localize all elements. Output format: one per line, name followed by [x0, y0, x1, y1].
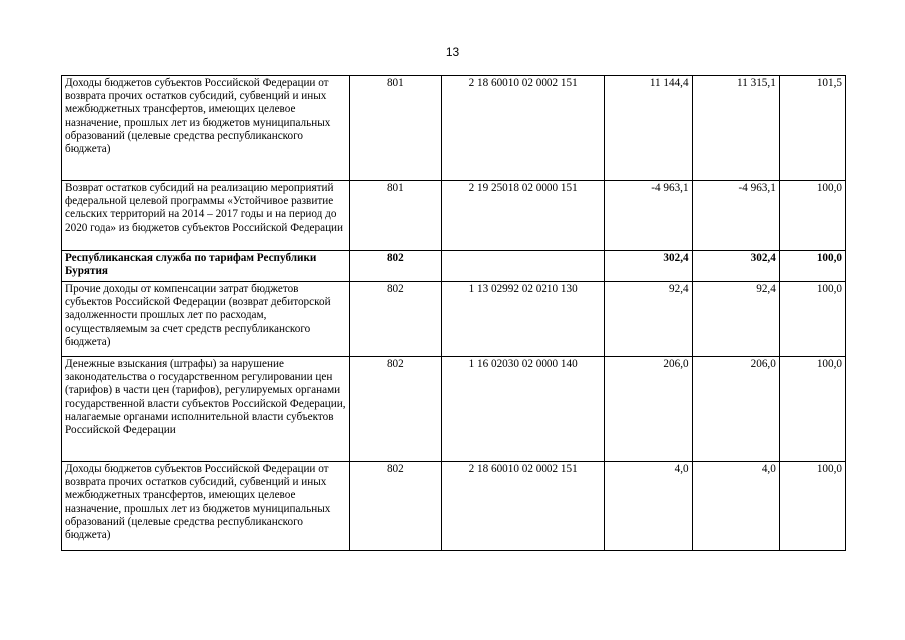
- page-number: 13: [445, 45, 460, 59]
- actual-amount-cell: 302,4: [692, 251, 779, 282]
- execution-percent-cell: 100,0: [779, 282, 845, 357]
- actual-amount-cell: 4,0: [692, 462, 779, 551]
- administrator-code-cell: 802: [349, 462, 441, 551]
- budget-classification-code-cell: 2 18 60010 02 0002 151: [441, 76, 604, 181]
- administrator-code-cell: 801: [349, 76, 441, 181]
- table-row: [62, 357, 846, 462]
- planned-amount-cell: 92,4: [605, 282, 692, 357]
- table-row: [62, 282, 846, 357]
- actual-amount-cell: -4 963,1: [692, 181, 779, 251]
- execution-percent-cell: 100,0: [779, 181, 845, 251]
- revenue-name-cell: Республиканская служба по тарифам Республики Бурятия: [62, 251, 350, 282]
- budget-classification-code-cell: 1 13 02992 02 0210 130: [441, 282, 604, 357]
- budget-classification-code-cell: 1 16 02030 02 0000 140: [441, 357, 604, 462]
- planned-amount-cell: 302,4: [605, 251, 692, 282]
- revenue-name-cell: Денежные взыскания (штрафы) за нарушение законодательства о государственном регулировании цен (тарифов) в части цен (тарифов), регулируемых органами государственной власти субъектов Российской Федерации, налагаемые органами исполнительной власти субъектов Российской Федерации: [62, 357, 350, 462]
- table-row-section-header: [62, 251, 846, 282]
- revenue-name-cell: Возврат остатков субсидий на реализацию мероприятий федеральной целевой программы «Устойчивое развитие сельских территорий на 2014 – 2017 годы и на период до 2020 года» из бюджетов субъектов Российской Федерации: [62, 181, 350, 251]
- budget-classification-code-cell: [441, 251, 604, 282]
- table-row: [62, 462, 846, 551]
- planned-amount-cell: 206,0: [605, 357, 692, 462]
- planned-amount-cell: 11 144,4: [605, 76, 692, 181]
- planned-amount-cell: 4,0: [605, 462, 692, 551]
- planned-amount-cell: -4 963,1: [605, 181, 692, 251]
- table-row: [62, 76, 846, 181]
- actual-amount-cell: 92,4: [692, 282, 779, 357]
- revenue-name-cell: Доходы бюджетов субъектов Российской Федерации от возврата прочих остатков субсидий, субвенций и иных межбюджетных трансфертов, имеющих целевое назначение, прошлых лет из бюджетов муниципальных образований (целевые средства республиканского бюджета): [62, 462, 350, 551]
- administrator-code-cell: 802: [349, 357, 441, 462]
- execution-percent-cell: 100,0: [779, 462, 845, 551]
- revenue-name-cell: Доходы бюджетов субъектов Российской Федерации от возврата прочих остатков субсидий, субвенций и иных межбюджетных трансфертов, имеющих целевое назначение, прошлых лет из бюджетов муниципальных образований (целевые средства республиканского бюджета): [62, 76, 350, 181]
- budget-classification-code-cell: 2 18 60010 02 0002 151: [441, 462, 604, 551]
- budget-classification-code-cell: 2 19 25018 02 0000 151: [441, 181, 604, 251]
- actual-amount-cell: 206,0: [692, 357, 779, 462]
- administrator-code-cell: 802: [349, 282, 441, 357]
- table-row: [62, 181, 846, 251]
- budget-revenue-table: [61, 75, 846, 551]
- revenue-name-cell: Прочие доходы от компенсации затрат бюджетов субъектов Российской Федерации (возврат дебиторской задолженности прошлых лет по расходам, осуществляемым за счет средств республиканского бюджета): [62, 282, 350, 357]
- execution-percent-cell: 100,0: [779, 357, 845, 462]
- administrator-code-cell: 801: [349, 181, 441, 251]
- execution-percent-cell: 101,5: [779, 76, 845, 181]
- administrator-code-cell: 802: [349, 251, 441, 282]
- actual-amount-cell: 11 315,1: [692, 76, 779, 181]
- execution-percent-cell: 100,0: [779, 251, 845, 282]
